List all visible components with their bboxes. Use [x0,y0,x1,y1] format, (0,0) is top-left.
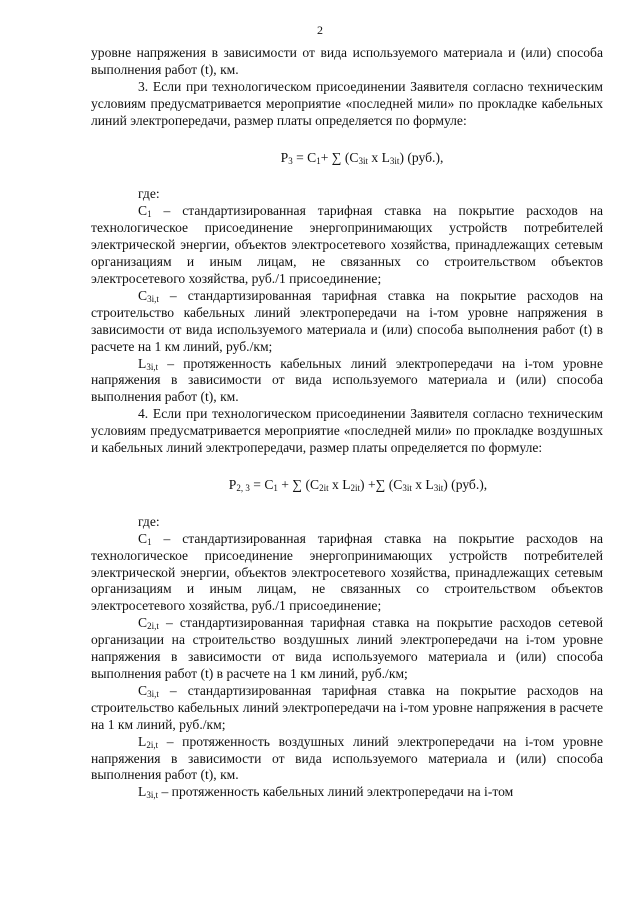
document-body [91,45,603,801]
formula-p3: $P_3 = C_1+$ ∑ ($C_{3it}$ x $L_{3it}$) (руб.), [280,149,444,166]
definition-c1: $C_1$ – стандартизированная тарифная ставка на покрытие расходов на технологическое присоединение энергопринимающих устройств потребителей электрической энергии, объектов электросетевого хозяйства, принадлежащих сетевым организациям и иным лицам, не связанных со строительством объектов электросетевого хозяйства, руб./1 присоединение; [91,203,603,286]
definition-l3-partial: $L_{3i,t}$ – протяженность кабельных линий электропередачи на i-том [138,784,514,801]
paragraph-item-3: 3. Если при технологическом присоединении Заявителя согласно техническим условиям предусматривается мероприятие «последней мили» по прокладке кабельных линий электропередачи, размер платы определяется по формуле: [91,78,603,128]
paragraph-item-4: 4. Если при технологическом присоединении Заявителя согласно техническим условиям предусматривается мероприятие «последней мили» по прокладке воздушных и кабельных линий электропередачи, размер платы определяется по формуле: [91,406,603,456]
definition-c3: $C_{3i,t}$ – стандартизированная тарифная ставка на покрытие расходов на строительство кабельных линий электропередачи на i-том уровне напряжения в зависимости от вида используемого материала и (или) способа выполнения работ (t) в расчете на 1 км линий, руб./км; [91,287,603,354]
definition-l3: $L_{3i,t}$ – протяженность кабельных линий электропередачи на i-том уровне напряжения в зависимости от вида используемого материала и (или) способа выполнения работ (t), км. [91,355,603,405]
definition-c1-2: $C_1$ – стандартизированная тарифная ставка на покрытие расходов на технологическое присоединение энергопринимающих устройств потребителей электрической энергии, объектов электросетевого хозяйства, принадлежащих сетевым организациям и иным лицам, не связанных со строительством объектов электросетевого хозяйства, руб./1 присоединение; [91,530,603,614]
where-label-2: где: [138,513,160,529]
formula-p23: $P_{2, 3} = C_1$ + ∑ ($C_{2it}$ x $L_{2it}$) +∑ ($C_{3it}$ x $L_{3it}$) (руб.), [228,476,488,493]
page-number: 2 [317,23,323,37]
where-label: где: [138,186,160,202]
definition-l2: $L_{2i,t}$ – протяженность воздушных линий электропередачи на i-том уровне напряжения в зависимости от вида используемого материала и (или) способа выполнения работ (t), км. [91,733,603,783]
paragraph-continuation: уровне напряжения в зависимости от вида используемого материала и (или) способа выполнения работ (t), км. [91,45,603,77]
definition-c2: $C_{2i,t}$ – стандартизированная тарифная ставка на покрытие расходов сетевой организации на строительство воздушных линий электропередачи на i-том уровне напряжения в зависимости от вида используемого материала и (или) способа выполнения работ (t) в расчете на 1 км линий, руб./км; [91,615,603,681]
definition-c3-2: $C_{3i,t}$ – стандартизированная тарифная ставка на покрытие расходов на строительство кабельных линий электропередачи на i-том уровне напряжения в расчете на 1 км линий, руб./км; [91,682,603,732]
